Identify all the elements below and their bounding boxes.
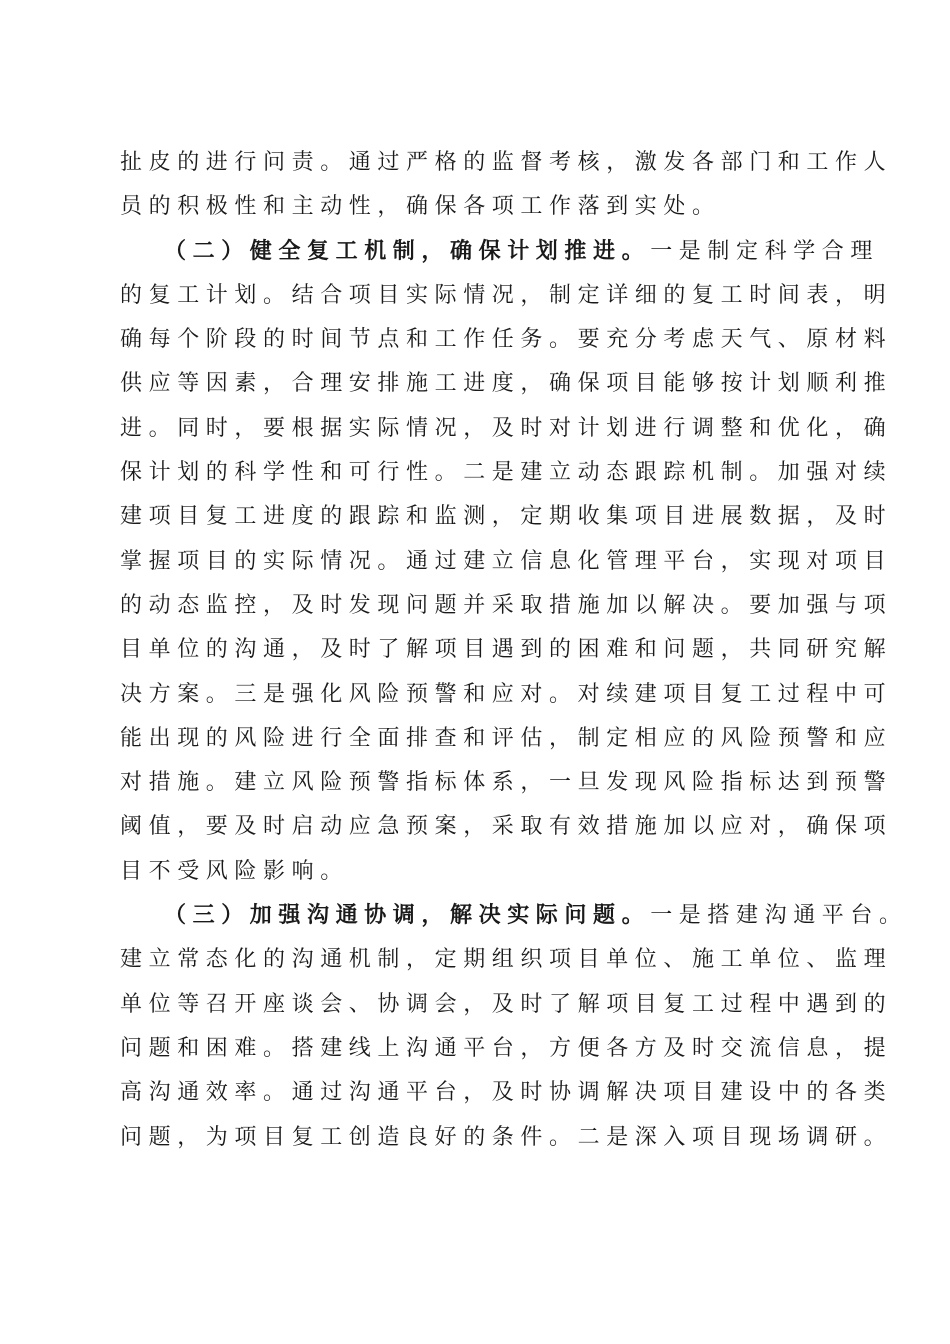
text-line: 供应等因素，合理安排施工进度，确保项目能够按计划顺利推 (120, 371, 893, 397)
text-line: 阈值，要及时启动应急预案，采取有效措施加以应对，确保项 (120, 814, 893, 840)
section-heading-line (120, 230, 880, 274)
text-line: 问题和困难。搭建线上沟通平台，方便各方及时交流信息，提 (120, 1035, 893, 1061)
text-line: 目不受风险影响。 (120, 858, 349, 884)
text-line: 单位等召开座谈会、协调会，及时了解项目复工过程中遇到的 (120, 991, 893, 1017)
text-line: 能出现的风险进行全面排查和评估，制定相应的风险预警和应 (120, 725, 893, 751)
paragraph-2 (120, 230, 893, 894)
text-line: 进。同时，要根据实际情况，及时对计划进行调整和优化，确 (120, 415, 893, 441)
text-line: 对措施。建立风险预警指标体系，一旦发现风险指标达到预警 (120, 770, 893, 796)
text-line: 问题，为项目复工创造良好的条件。二是深入项目现场调研。 (120, 1124, 893, 1150)
section-heading-3: （三）加强沟通协调，解决实际问题。 (164, 903, 651, 929)
text-run: 一是制定科学合理 (650, 238, 880, 264)
text-line: 员的积极性和主动性，确保各项工作落到实处。 (120, 194, 721, 220)
section-heading-line (120, 894, 908, 938)
text-line: 保计划的科学性和可行性。二是建立动态跟踪机制。加强对续 (120, 460, 893, 486)
paragraph-3 (120, 894, 908, 1160)
paragraph-1 (120, 141, 893, 230)
text-line: 的复工计划。结合项目实际情况，制定详细的复工时间表，明 (120, 282, 893, 308)
text-line: 建立常态化的沟通机制，定期组织项目单位、施工单位、监理 (120, 947, 893, 973)
section-heading-2: （二）健全复工机制，确保计划推进。 (164, 238, 651, 264)
document-body (120, 141, 908, 1160)
text-line: 决方案。三是强化风险预警和应对。对续建项目复工过程中可 (120, 681, 893, 707)
text-line: 的动态监控，及时发现问题并采取措施加以解决。要加强与项 (120, 592, 893, 618)
text-line: 掌握项目的实际情况。通过建立信息化管理平台，实现对项目 (120, 548, 893, 574)
text-line: 建项目复工进度的跟踪和监测，定期收集项目进展数据，及时 (120, 504, 893, 530)
text-line: 扯皮的进行问责。通过严格的监督考核，激发各部门和工作人 (120, 150, 893, 175)
text-line: 确每个阶段的时间节点和工作任务。要充分考虑天气、原材料 (120, 327, 893, 353)
text-run: 一是搭建沟通平台。 (650, 903, 908, 929)
text-line: 目单位的沟通，及时了解项目遇到的困难和问题，共同研究解 (120, 637, 893, 663)
text-line: 高沟通效率。通过沟通平台，及时协调解决项目建设中的各类 (120, 1080, 893, 1106)
